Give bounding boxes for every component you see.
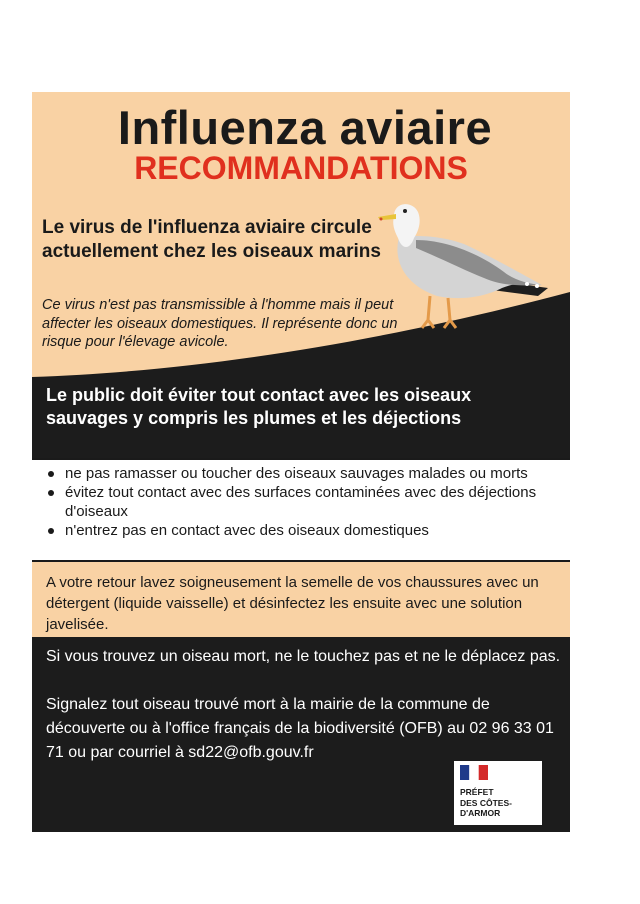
logo-line-3: D'ARMOR — [460, 808, 501, 818]
cleaning-advice: A votre retour lavez soigneusement la semelle de vos chaussures avec un détergent (liquide vaisselle) et désinfectez les ensuite avec une solution javelisée. — [46, 574, 539, 633]
dead-bird-instruction: Si vous trouvez un oiseau mort, ne le touchez pas et ne le déplacez pas. — [46, 648, 561, 665]
logo-line-1: PRÉFET — [460, 787, 494, 797]
public-warning: Le public doit éviter tout contact avec les oiseaux sauvages y compris les plumes et les déjections — [46, 385, 472, 428]
transmission-note: Ce virus n'est pas transmissible à l'homme mais il peut affecter les oiseaux domestiques. Il représente donc un risque pour l'élevage avicole. — [42, 297, 398, 350]
bottom-section — [32, 637, 570, 832]
report-instruction: Signalez tout oiseau trouvé mort à la mairie de la commune de découverte ou à l'office français de la biodiversité (OFB) au 02 96 33 01 71 ou par courriel à sd22@ofb.gouv.fr — [46, 696, 554, 761]
intro-text: Le virus de l'influenza aviaire circule actuellement chez les oiseaux marins — [42, 217, 381, 262]
recommendation-list — [32, 458, 570, 562]
french-flag-icon — [460, 765, 488, 780]
prefet-logo — [454, 761, 542, 825]
page-subtitle: RECOMMANDATIONS — [134, 150, 468, 186]
list-item: évitez tout contact avec des surfaces contaminées avec des déjections d'oiseaux — [46, 483, 570, 521]
bullet-icon — [48, 528, 54, 534]
list-item: n'entrez pas en contact avec des oiseaux domestiques — [46, 521, 570, 540]
page-title: Influenza aviaire — [117, 101, 493, 154]
bullet-icon — [48, 471, 54, 477]
list-item: ne pas ramasser ou toucher des oiseaux sauvages malades ou morts — [46, 464, 570, 483]
bullet-icon — [48, 490, 54, 496]
seagull-illustration — [372, 192, 562, 332]
logo-line-2: DES CÔTES- — [460, 797, 512, 808]
poster — [32, 92, 570, 832]
